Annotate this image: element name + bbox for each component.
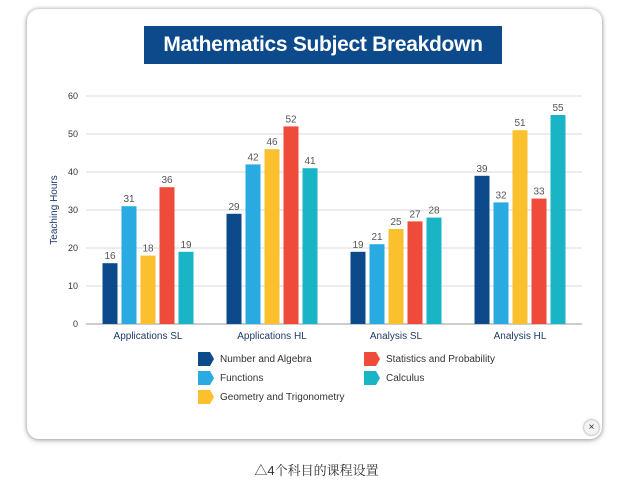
legend-item <box>364 352 495 366</box>
legend-swatch <box>198 390 214 404</box>
data-label: 46 <box>266 137 278 149</box>
legend-label: Functions <box>220 372 264 384</box>
bar <box>532 199 547 324</box>
bar <box>265 149 280 324</box>
y-tick-label: 20 <box>67 243 78 253</box>
bar <box>103 263 118 324</box>
data-label: 19 <box>352 239 364 251</box>
legend-item <box>198 371 263 385</box>
legend-item <box>198 352 312 366</box>
legend-label: Calculus <box>386 372 425 384</box>
bar <box>351 252 366 324</box>
data-label: 27 <box>409 209 421 221</box>
data-label: 16 <box>104 251 116 263</box>
bar <box>475 176 490 324</box>
x-tick-label: Applications SL <box>113 331 183 342</box>
x-tick-label: Applications HL <box>237 331 307 342</box>
bar <box>370 244 385 324</box>
bar <box>303 168 318 324</box>
y-tick-label: 30 <box>67 205 78 215</box>
y-tick-label: 50 <box>67 129 78 139</box>
bar <box>408 221 423 324</box>
legend-swatch <box>198 371 214 385</box>
bar <box>160 187 175 324</box>
bar <box>513 130 528 324</box>
data-label: 55 <box>552 103 564 114</box>
data-label: 19 <box>180 239 192 251</box>
y-tick-label: 40 <box>67 167 78 177</box>
data-label: 25 <box>390 217 402 228</box>
y-tick-label: 10 <box>67 281 78 291</box>
data-label: 41 <box>304 156 316 168</box>
data-label: 32 <box>495 190 507 202</box>
data-label: 29 <box>228 201 240 213</box>
data-label: 28 <box>428 205 440 217</box>
x-tick-label: Analysis SL <box>369 331 423 342</box>
data-label: 18 <box>142 243 154 255</box>
data-label: 31 <box>123 194 135 206</box>
data-label: 33 <box>533 186 545 198</box>
bar <box>389 229 404 324</box>
figure-caption: △4个科目的课程设置 <box>254 463 379 478</box>
y-tick-label: 60 <box>67 91 78 101</box>
data-label: 51 <box>514 118 526 130</box>
bar <box>141 256 156 324</box>
bar <box>246 164 261 324</box>
legend-label: Number and Algebra <box>220 353 312 365</box>
x-tick-label: Analysis HL <box>493 331 547 342</box>
legend-swatch <box>364 352 380 366</box>
legend-item <box>364 371 424 385</box>
chart-title: Mathematics Subject Breakdown <box>144 26 502 64</box>
bar <box>227 214 242 324</box>
data-label: 52 <box>285 114 297 126</box>
y-axis-label: Teaching Hours <box>49 175 60 245</box>
legend-swatch <box>364 371 380 385</box>
bar <box>122 206 137 324</box>
legend-label: Statistics and Probability <box>386 353 495 365</box>
data-label: 42 <box>247 152 259 164</box>
bar <box>284 126 299 324</box>
y-tick-label: 0 <box>72 319 78 329</box>
data-label: 21 <box>371 232 383 244</box>
legend-swatch <box>198 352 214 366</box>
bar <box>179 252 194 324</box>
close-icon[interactable]: × <box>584 420 599 435</box>
legend-item <box>198 390 345 404</box>
bar <box>494 202 509 324</box>
data-label: 36 <box>161 175 173 187</box>
bar <box>427 218 442 324</box>
legend-label: Geometry and Trigonometry <box>220 391 345 403</box>
bar <box>551 115 566 324</box>
data-label: 39 <box>476 163 488 175</box>
